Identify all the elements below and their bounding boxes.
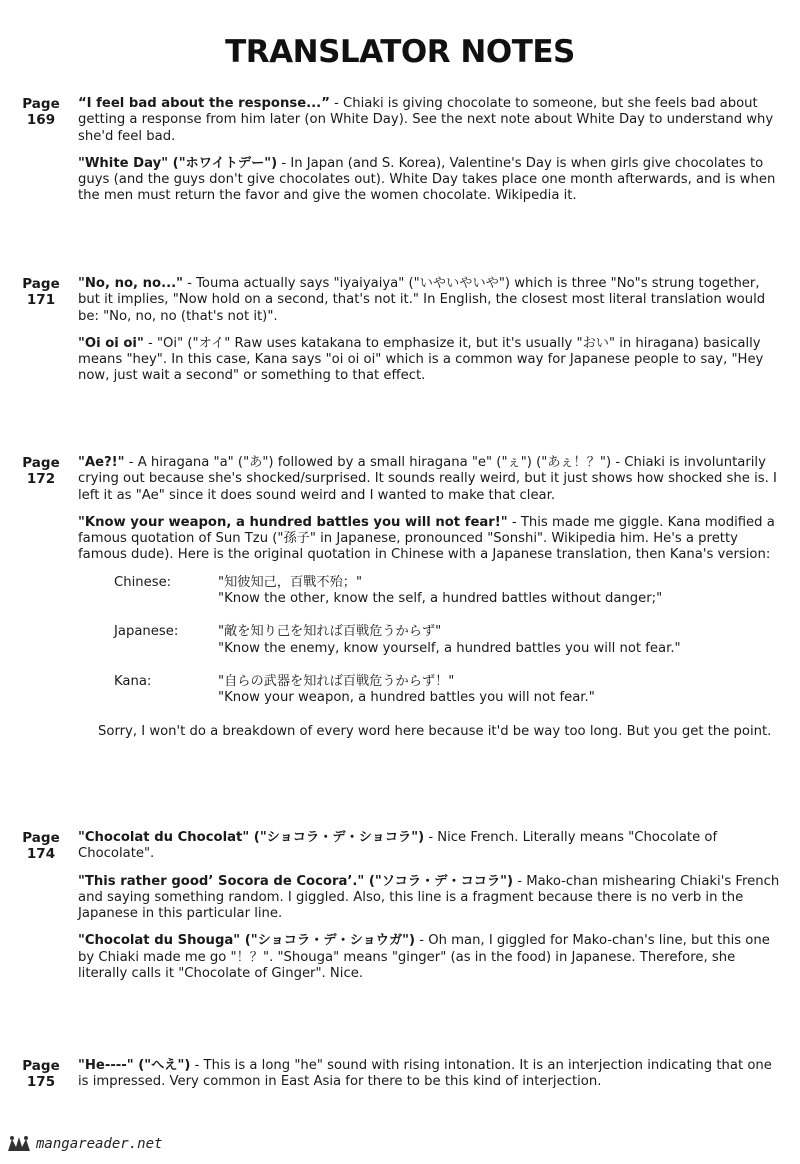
page-number-label: Page 169 — [22, 96, 60, 128]
quotation-translation: "Know the enemy, know yourself, a hundred battles you will not fear." — [218, 640, 681, 656]
note-text: - "Oi" ("オイ" Raw uses katakana to emphasize it, but it's usually "おい" in hiragana) basically means "hey". In this case, Kana says "oi oi oi" which is a common way for Japanese people to say, "Hey now, just wait a second" or something to that effect. — [78, 335, 764, 384]
page-number-label: Page 171 — [22, 276, 60, 308]
notes-list — [78, 455, 783, 740]
note — [78, 874, 783, 923]
watermark — [6, 1130, 162, 1158]
note-text: - Mako-chan mishearing Chiaki's French and saying something random. I giggled. Also, this line is a fragment because there is no verb in the Japanese in this particular line. — [78, 873, 780, 922]
notes-list — [78, 96, 783, 216]
note-text: - Oh man, I giggled for Mako-chan's line, but this one by Chiaki made me go "！？". "Shouga" means "ginger" (as in the food) in Japanese. Therefore, she literally calls it "Chocolate of Ginger". Nice. — [78, 933, 770, 982]
page-number-label: Page 172 — [22, 455, 60, 487]
note-term: "Ae?!" — [78, 455, 125, 470]
note-term: "This rather good’ Socora de Cocora’." ("ソコラ・デ・ココラ") — [78, 873, 514, 889]
quotation-original: "敵を知り己を知れば百戦危うからず" — [218, 624, 442, 640]
notes-list — [78, 1058, 783, 1102]
note-term: "Chocolat du Chocolat" ("ショコラ・デ・ショコラ") — [78, 830, 425, 845]
quotation-row — [114, 575, 783, 608]
mangareader-logo-icon — [6, 1133, 32, 1155]
notes-list — [78, 830, 783, 993]
page-title: TRANSLATOR NOTES — [225, 34, 575, 70]
page-number-label: Page 174 — [22, 830, 60, 862]
note-term: “I feel bad about the response...” — [78, 96, 330, 111]
note — [78, 336, 783, 385]
note-text: - This made me giggle. Kana modified a famous quotation of Sun Tzu ("孫子" in Japanese, pronounced "Sonshi". Wikipedia him. He's a pretty famous dude). Here is the original quotation in Chinese with a Japanese translation, then Kana's version: — [78, 514, 775, 563]
note-text: - A hiragana "a" ("あ") followed by a small hiragana "e" ("ぇ") ("あぇ！？") - Chiaki is involuntarily crying out because she's shocked/surprised. It sounds really weird, but it just shows how shocked she is. I left it as "Ae" since it does sound weird and I wanted to make that clear. — [78, 455, 777, 503]
note-text: - Chiaki is giving chocolate to someone, but she feels bad about getting a response from him later (on White Day). See the next note about White Day to understand why she'd feel bad. — [78, 96, 774, 144]
note-text: - This is a long "he" sound with rising intonation. It is an interjection indicating that one is impressed. Very common in East Asia for there to be this kind of interjection. — [78, 1058, 772, 1090]
note — [78, 156, 783, 205]
closing-remark: Sorry, I won't do a breakdown of every word here because it'd be way too long. But you get the point. — [98, 723, 772, 739]
quotation-translation: "Know the other, know the self, a hundred battles without danger;" — [218, 591, 663, 607]
note-term: "White Day" ("ホワイトデー") — [78, 155, 278, 171]
note-term: "Know your weapon, a hundred battles you will not fear!" — [78, 514, 508, 530]
quotation-row — [114, 674, 783, 707]
quotation-table — [114, 575, 783, 707]
note-text: - In Japan (and S. Korea), Valentine's Day is when girls give chocolates to guys (and the guys don't give chocolates out). White Day takes place one month afterwards, and is when the men must return the favor and give the women chocolate. Wikipedia it. — [78, 155, 776, 204]
quotation-language: Kana: — [114, 673, 152, 689]
quotation-translation: "Know your weapon, a hundred battles you will not fear." — [218, 690, 595, 706]
note-term: "Oi oi oi" — [78, 335, 144, 351]
page-number-label: Page 175 — [22, 1058, 60, 1090]
quotation-language: Chinese: — [114, 574, 172, 590]
note — [78, 276, 783, 325]
note — [78, 1058, 783, 1091]
quotation-original: "知彼知己，百戰不殆；" — [218, 574, 363, 590]
note-text: - Touma actually says "iyaiyaiya" ("いやいやいや") which is three "No"s strung together, but it implies, "Now hold on a second, that's not it." In English, the closest most literal translation would be: "No, no, no (that's not it)". — [78, 276, 766, 324]
note-term: "Chocolat du Shouga" ("ショコラ・デ・ショウガ") — [78, 933, 416, 949]
note-term: "No, no, no..." — [78, 276, 183, 291]
note — [78, 933, 783, 982]
quotation-original: "自らの武器を知れば百戦危うからず！" — [218, 673, 455, 689]
note — [78, 96, 783, 145]
note — [78, 830, 783, 863]
note-text: - Nice French. Literally means "Chocolate of Chocolate". — [78, 830, 718, 862]
quotation-language: Japanese: — [114, 624, 179, 640]
note-term: "He----" ("へえ") — [78, 1058, 191, 1073]
quotation-row — [114, 624, 783, 657]
note — [78, 515, 783, 564]
watermark-text: mangareader.net — [36, 1136, 163, 1152]
notes-list — [78, 276, 783, 396]
note — [78, 455, 783, 504]
